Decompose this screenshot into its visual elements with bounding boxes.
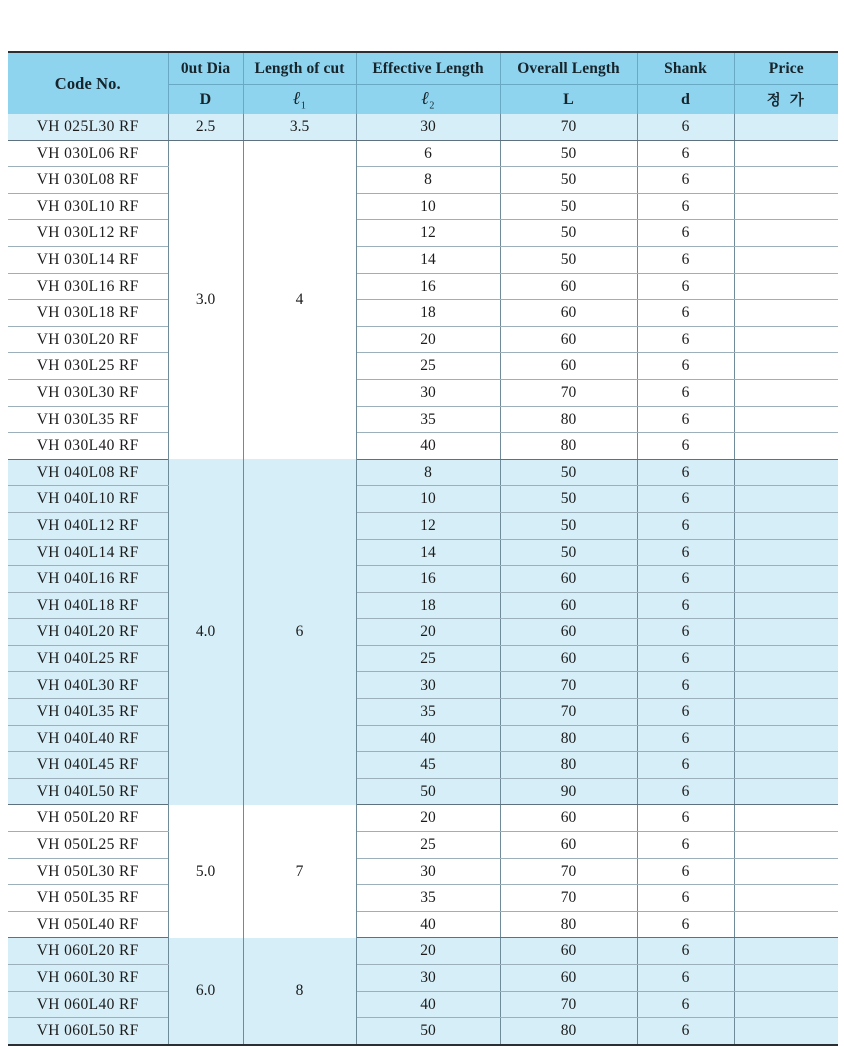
cell-price bbox=[734, 858, 838, 885]
cell-shank: 6 bbox=[637, 433, 734, 460]
table-row bbox=[8, 539, 838, 566]
cell-price bbox=[734, 832, 838, 859]
cell-effective-length: 50 bbox=[356, 1018, 500, 1045]
cell-price bbox=[734, 140, 838, 167]
cell-shank: 6 bbox=[637, 273, 734, 300]
cell-shank: 6 bbox=[637, 965, 734, 992]
cell-price bbox=[734, 991, 838, 1018]
cell-price bbox=[734, 725, 838, 752]
table-row bbox=[8, 619, 838, 646]
table-row bbox=[8, 486, 838, 513]
cell-shank: 6 bbox=[637, 379, 734, 406]
cell-shank: 6 bbox=[637, 938, 734, 965]
table-row bbox=[8, 911, 838, 938]
cell-effective-length: 35 bbox=[356, 406, 500, 433]
cell-out-dia: 3.0 bbox=[168, 140, 243, 459]
table-row bbox=[8, 1018, 838, 1045]
cell-price bbox=[734, 273, 838, 300]
cell-effective-length: 30 bbox=[356, 672, 500, 699]
table-row bbox=[8, 885, 838, 912]
cell-overall-length: 80 bbox=[500, 406, 637, 433]
cell-shank: 6 bbox=[637, 406, 734, 433]
table-row bbox=[8, 991, 838, 1018]
table-row bbox=[8, 752, 838, 779]
cell-code-no: VH 030L16 RF bbox=[8, 273, 168, 300]
cell-effective-length: 35 bbox=[356, 885, 500, 912]
table-row bbox=[8, 326, 838, 353]
column-header-length-of-cut: Length of cut bbox=[243, 52, 356, 85]
table-row bbox=[8, 805, 838, 832]
cell-code-no: VH 030L18 RF bbox=[8, 300, 168, 327]
column-symbol-price-korean: 정 가 bbox=[734, 85, 838, 115]
cell-shank: 6 bbox=[637, 885, 734, 912]
table-row bbox=[8, 193, 838, 220]
table-row bbox=[8, 114, 838, 140]
cell-code-no: VH 025L30 RF bbox=[8, 114, 168, 140]
cell-shank: 6 bbox=[637, 140, 734, 167]
table-row bbox=[8, 858, 838, 885]
tool-specification-table bbox=[8, 51, 838, 1046]
cell-price bbox=[734, 246, 838, 273]
cell-shank: 6 bbox=[637, 566, 734, 593]
cell-price bbox=[734, 326, 838, 353]
cell-effective-length: 10 bbox=[356, 193, 500, 220]
cell-price bbox=[734, 752, 838, 779]
cell-code-no: VH 040L16 RF bbox=[8, 566, 168, 593]
cell-price bbox=[734, 459, 838, 486]
cell-code-no: VH 060L50 RF bbox=[8, 1018, 168, 1045]
cell-overall-length: 50 bbox=[500, 167, 637, 194]
cell-overall-length: 80 bbox=[500, 752, 637, 779]
cell-overall-length: 60 bbox=[500, 805, 637, 832]
cell-price bbox=[734, 353, 838, 380]
table-row bbox=[8, 273, 838, 300]
cell-code-no: VH 040L25 RF bbox=[8, 645, 168, 672]
cell-overall-length: 70 bbox=[500, 699, 637, 726]
cell-code-no: VH 030L40 RF bbox=[8, 433, 168, 460]
table-row bbox=[8, 566, 838, 593]
cell-overall-length: 60 bbox=[500, 592, 637, 619]
cell-code-no: VH 040L50 RF bbox=[8, 778, 168, 805]
cell-overall-length: 70 bbox=[500, 991, 637, 1018]
cell-code-no: VH 030L14 RF bbox=[8, 246, 168, 273]
cell-effective-length: 35 bbox=[356, 699, 500, 726]
cell-price bbox=[734, 539, 838, 566]
cell-overall-length: 80 bbox=[500, 725, 637, 752]
cell-shank: 6 bbox=[637, 911, 734, 938]
cell-code-no: VH 040L12 RF bbox=[8, 512, 168, 539]
cell-code-no: VH 050L20 RF bbox=[8, 805, 168, 832]
cell-code-no: VH 050L30 RF bbox=[8, 858, 168, 885]
cell-price bbox=[734, 965, 838, 992]
cell-code-no: VH 040L10 RF bbox=[8, 486, 168, 513]
table-row bbox=[8, 965, 838, 992]
header-row-title bbox=[8, 52, 838, 85]
cell-price bbox=[734, 885, 838, 912]
spec-table-container bbox=[8, 51, 838, 1046]
column-header-price: Price bbox=[734, 52, 838, 85]
cell-price bbox=[734, 220, 838, 247]
cell-overall-length: 60 bbox=[500, 645, 637, 672]
table-row bbox=[8, 379, 838, 406]
cell-code-no: VH 040L35 RF bbox=[8, 699, 168, 726]
cell-code-no: VH 030L30 RF bbox=[8, 379, 168, 406]
cell-effective-length: 40 bbox=[356, 991, 500, 1018]
table-row bbox=[8, 140, 838, 167]
cell-code-no: VH 060L30 RF bbox=[8, 965, 168, 992]
column-symbol-L: L bbox=[500, 85, 637, 115]
cell-effective-length: 40 bbox=[356, 911, 500, 938]
cell-shank: 6 bbox=[637, 114, 734, 140]
cell-effective-length: 14 bbox=[356, 246, 500, 273]
cell-effective-length: 16 bbox=[356, 566, 500, 593]
cell-shank: 6 bbox=[637, 167, 734, 194]
table-row bbox=[8, 778, 838, 805]
cell-overall-length: 70 bbox=[500, 858, 637, 885]
cell-effective-length: 12 bbox=[356, 220, 500, 247]
table-row bbox=[8, 353, 838, 380]
cell-code-no: VH 040L20 RF bbox=[8, 619, 168, 646]
cell-price bbox=[734, 805, 838, 832]
cell-effective-length: 25 bbox=[356, 832, 500, 859]
cell-overall-length: 60 bbox=[500, 300, 637, 327]
cell-overall-length: 60 bbox=[500, 832, 637, 859]
cell-overall-length: 90 bbox=[500, 778, 637, 805]
cell-overall-length: 50 bbox=[500, 193, 637, 220]
cell-code-no: VH 030L35 RF bbox=[8, 406, 168, 433]
cell-shank: 6 bbox=[637, 752, 734, 779]
cell-effective-length: 30 bbox=[356, 379, 500, 406]
cell-shank: 6 bbox=[637, 486, 734, 513]
cell-code-no: VH 030L25 RF bbox=[8, 353, 168, 380]
cell-code-no: VH 040L08 RF bbox=[8, 459, 168, 486]
table-row bbox=[8, 725, 838, 752]
cell-shank: 6 bbox=[637, 645, 734, 672]
cell-overall-length: 50 bbox=[500, 246, 637, 273]
column-header-effective-length: Effective Length bbox=[356, 52, 500, 85]
cell-price bbox=[734, 619, 838, 646]
cell-overall-length: 50 bbox=[500, 220, 637, 247]
cell-price bbox=[734, 778, 838, 805]
cell-price bbox=[734, 938, 838, 965]
table-row bbox=[8, 592, 838, 619]
cell-overall-length: 80 bbox=[500, 1018, 637, 1045]
ell-symbol: ℓ$_1$ bbox=[293, 87, 306, 112]
cell-overall-length: 80 bbox=[500, 911, 637, 938]
cell-code-no: VH 060L40 RF bbox=[8, 991, 168, 1018]
cell-code-no: VH 050L40 RF bbox=[8, 911, 168, 938]
cell-effective-length: 8 bbox=[356, 167, 500, 194]
cell-price bbox=[734, 1018, 838, 1045]
cell-effective-length: 8 bbox=[356, 459, 500, 486]
column-symbol-l2 bbox=[356, 85, 500, 115]
cell-effective-length: 18 bbox=[356, 592, 500, 619]
cell-overall-length: 70 bbox=[500, 379, 637, 406]
table-row bbox=[8, 406, 838, 433]
cell-shank: 6 bbox=[637, 858, 734, 885]
cell-overall-length: 50 bbox=[500, 140, 637, 167]
table-body bbox=[8, 114, 838, 1045]
cell-code-no: VH 030L20 RF bbox=[8, 326, 168, 353]
cell-price bbox=[734, 699, 838, 726]
cell-shank: 6 bbox=[637, 193, 734, 220]
cell-overall-length: 50 bbox=[500, 512, 637, 539]
cell-effective-length: 30 bbox=[356, 114, 500, 140]
cell-shank: 6 bbox=[637, 1018, 734, 1045]
table-row bbox=[8, 938, 838, 965]
cell-overall-length: 60 bbox=[500, 273, 637, 300]
cell-out-dia: 5.0 bbox=[168, 805, 243, 938]
cell-effective-length: 40 bbox=[356, 433, 500, 460]
cell-overall-length: 60 bbox=[500, 566, 637, 593]
column-header-shank: Shank bbox=[637, 52, 734, 85]
cell-shank: 6 bbox=[637, 725, 734, 752]
cell-shank: 6 bbox=[637, 592, 734, 619]
table-row bbox=[8, 246, 838, 273]
cell-effective-length: 14 bbox=[356, 539, 500, 566]
cell-effective-length: 40 bbox=[356, 725, 500, 752]
cell-effective-length: 45 bbox=[356, 752, 500, 779]
cell-shank: 6 bbox=[637, 539, 734, 566]
cell-overall-length: 70 bbox=[500, 885, 637, 912]
cell-price bbox=[734, 566, 838, 593]
cell-price bbox=[734, 512, 838, 539]
cell-effective-length: 18 bbox=[356, 300, 500, 327]
cell-shank: 6 bbox=[637, 672, 734, 699]
cell-price bbox=[734, 114, 838, 140]
cell-length-of-cut: 8 bbox=[243, 938, 356, 1045]
cell-price bbox=[734, 592, 838, 619]
cell-code-no: VH 060L20 RF bbox=[8, 938, 168, 965]
cell-shank: 6 bbox=[637, 699, 734, 726]
cell-effective-length: 20 bbox=[356, 938, 500, 965]
table-row bbox=[8, 167, 838, 194]
cell-effective-length: 25 bbox=[356, 645, 500, 672]
cell-out-dia: 4.0 bbox=[168, 459, 243, 805]
cell-effective-length: 30 bbox=[356, 858, 500, 885]
cell-code-no: VH 040L40 RF bbox=[8, 725, 168, 752]
cell-overall-length: 60 bbox=[500, 353, 637, 380]
cell-overall-length: 60 bbox=[500, 938, 637, 965]
cell-code-no: VH 040L18 RF bbox=[8, 592, 168, 619]
cell-effective-length: 25 bbox=[356, 353, 500, 380]
cell-overall-length: 70 bbox=[500, 114, 637, 140]
table-row bbox=[8, 699, 838, 726]
cell-effective-length: 12 bbox=[356, 512, 500, 539]
cell-shank: 6 bbox=[637, 805, 734, 832]
cell-price bbox=[734, 300, 838, 327]
cell-price bbox=[734, 379, 838, 406]
table-row bbox=[8, 672, 838, 699]
cell-effective-length: 20 bbox=[356, 805, 500, 832]
cell-effective-length: 16 bbox=[356, 273, 500, 300]
cell-code-no: VH 030L08 RF bbox=[8, 167, 168, 194]
cell-overall-length: 50 bbox=[500, 539, 637, 566]
cell-code-no: VH 050L25 RF bbox=[8, 832, 168, 859]
cell-price bbox=[734, 911, 838, 938]
cell-price bbox=[734, 645, 838, 672]
cell-effective-length: 6 bbox=[356, 140, 500, 167]
cell-out-dia: 2.5 bbox=[168, 114, 243, 140]
cell-length-of-cut: 4 bbox=[243, 140, 356, 459]
column-symbol-shank-d: d bbox=[637, 85, 734, 115]
table-row bbox=[8, 300, 838, 327]
cell-shank: 6 bbox=[637, 353, 734, 380]
cell-effective-length: 20 bbox=[356, 326, 500, 353]
cell-overall-length: 60 bbox=[500, 619, 637, 646]
table-row bbox=[8, 512, 838, 539]
cell-shank: 6 bbox=[637, 246, 734, 273]
column-symbol-d: D bbox=[168, 85, 243, 115]
cell-shank: 6 bbox=[637, 619, 734, 646]
cell-shank: 6 bbox=[637, 220, 734, 247]
cell-code-no: VH 030L12 RF bbox=[8, 220, 168, 247]
table-row bbox=[8, 220, 838, 247]
cell-price bbox=[734, 433, 838, 460]
cell-price bbox=[734, 486, 838, 513]
table-header bbox=[8, 52, 838, 114]
cell-code-no: VH 040L30 RF bbox=[8, 672, 168, 699]
column-header-code-no: Code No. bbox=[8, 52, 168, 114]
cell-overall-length: 70 bbox=[500, 672, 637, 699]
cell-price bbox=[734, 193, 838, 220]
column-symbol-l1 bbox=[243, 85, 356, 115]
table-row bbox=[8, 645, 838, 672]
cell-overall-length: 60 bbox=[500, 965, 637, 992]
cell-price bbox=[734, 406, 838, 433]
cell-shank: 6 bbox=[637, 991, 734, 1018]
cell-shank: 6 bbox=[637, 459, 734, 486]
cell-length-of-cut: 6 bbox=[243, 459, 356, 805]
ell-symbol: ℓ$_2$ bbox=[421, 87, 435, 112]
cell-code-no: VH 050L35 RF bbox=[8, 885, 168, 912]
table-row bbox=[8, 459, 838, 486]
cell-length-of-cut: 3.5 bbox=[243, 114, 356, 140]
table-row bbox=[8, 433, 838, 460]
cell-price bbox=[734, 672, 838, 699]
cell-effective-length: 50 bbox=[356, 778, 500, 805]
cell-effective-length: 20 bbox=[356, 619, 500, 646]
cell-code-no: VH 030L10 RF bbox=[8, 193, 168, 220]
column-header-overall-length: Overall Length bbox=[500, 52, 637, 85]
column-header-out-dia: 0ut Dia bbox=[168, 52, 243, 85]
cell-code-no: VH 040L14 RF bbox=[8, 539, 168, 566]
cell-effective-length: 10 bbox=[356, 486, 500, 513]
cell-out-dia: 6.0 bbox=[168, 938, 243, 1045]
cell-length-of-cut: 7 bbox=[243, 805, 356, 938]
cell-overall-length: 50 bbox=[500, 486, 637, 513]
cell-code-no: VH 030L06 RF bbox=[8, 140, 168, 167]
cell-shank: 6 bbox=[637, 326, 734, 353]
cell-shank: 6 bbox=[637, 832, 734, 859]
cell-shank: 6 bbox=[637, 300, 734, 327]
cell-shank: 6 bbox=[637, 778, 734, 805]
cell-overall-length: 60 bbox=[500, 326, 637, 353]
cell-overall-length: 50 bbox=[500, 459, 637, 486]
cell-code-no: VH 040L45 RF bbox=[8, 752, 168, 779]
cell-shank: 6 bbox=[637, 512, 734, 539]
cell-effective-length: 30 bbox=[356, 965, 500, 992]
cell-price bbox=[734, 167, 838, 194]
cell-overall-length: 80 bbox=[500, 433, 637, 460]
table-row bbox=[8, 832, 838, 859]
